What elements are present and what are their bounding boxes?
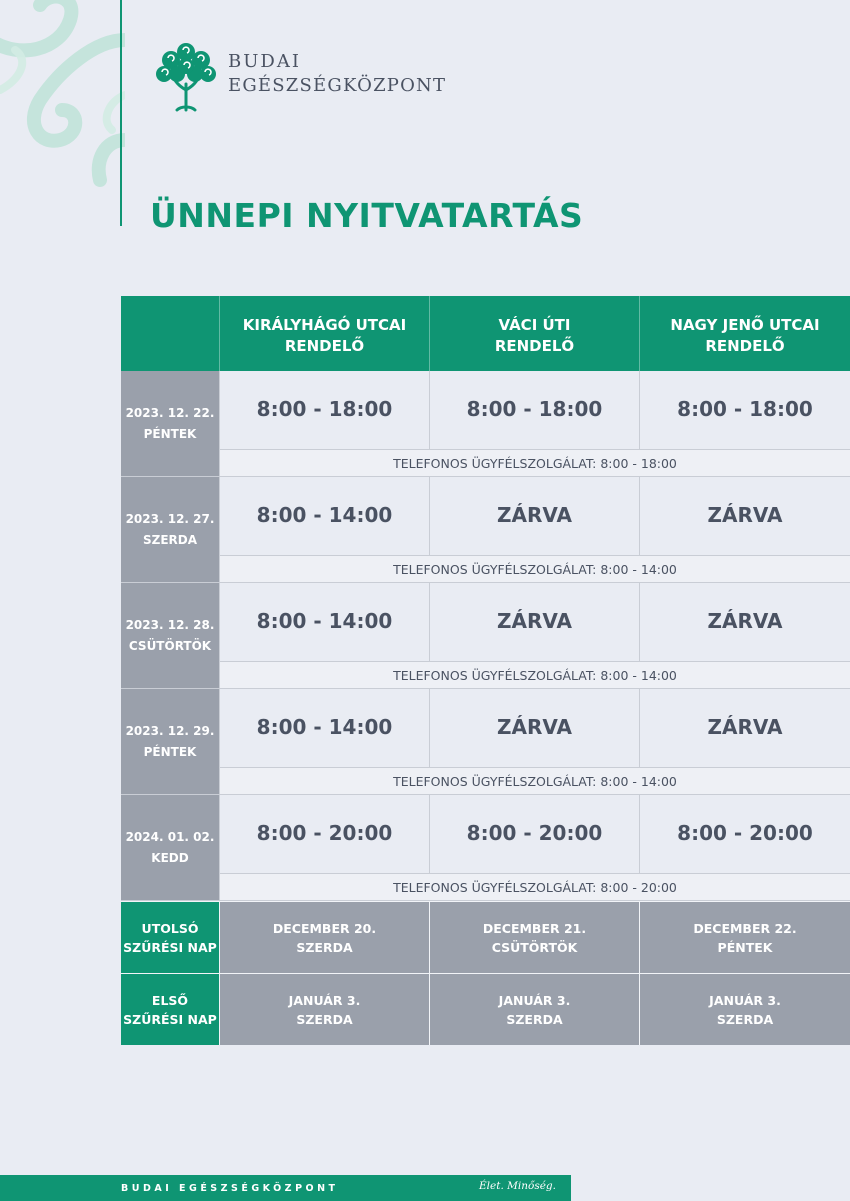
hours-cell: 8:00 - 18:00 — [429, 371, 639, 449]
screening-date-cell: DECEMBER 22. PÉNTEK — [639, 902, 850, 973]
hours-cell: 8:00 - 14:00 — [219, 689, 429, 767]
footer-brand-name: BUDAI EGÉSZSÉGKÖZPONT — [121, 1183, 339, 1194]
tree-logo-icon — [153, 38, 219, 112]
phone-service-hours: TELEFONOS ÜGYFÉLSZOLGÁLAT: 8:00 - 14:00 — [219, 767, 850, 795]
phone-service-hours: TELEFONOS ÜGYFÉLSZOLGÁLAT: 8:00 - 14:00 — [219, 661, 850, 689]
hours-cell: 8:00 - 18:00 — [219, 371, 429, 449]
hours-cell: 8:00 - 14:00 — [219, 477, 429, 555]
phone-service-hours: TELEFONOS ÜGYFÉLSZOLGÁLAT: 8:00 - 20:00 — [219, 873, 850, 901]
hours-cell: 8:00 - 18:00 — [639, 371, 850, 449]
screening-date-cell: DECEMBER 21. CSÜTÖRTÖK — [429, 902, 639, 973]
brand-line-2: EGÉSZSÉGKÖZPONT — [228, 75, 447, 96]
brand-line-1: BUDAI — [228, 51, 301, 72]
footer-slogan: Élet. Minőség. — [479, 1180, 556, 1192]
column-header-kiralyhago: KIRÁLYHÁGÓ UTCAI RENDELŐ — [219, 296, 429, 371]
hours-cell: ZÁRVA — [429, 583, 639, 661]
phone-service-hours: TELEFONOS ÜGYFÉLSZOLGÁLAT: 8:00 - 14:00 — [219, 555, 850, 583]
day-row — [121, 477, 850, 583]
column-header-vaci: VÁCI ÚTI RENDELŐ — [429, 296, 639, 371]
screening-date-cell: JANUÁR 3. SZERDA — [639, 974, 850, 1045]
hours-cell: ZÁRVA — [429, 689, 639, 767]
first-screening-row — [121, 973, 850, 1045]
day-date-cell: 2023. 12. 28. CSÜTÖRTÖK — [121, 583, 219, 689]
column-header-nagy-jeno: NAGY JENŐ UTCAI RENDELŐ — [639, 296, 850, 371]
last-screening-row — [121, 901, 850, 973]
day-date-cell: 2023. 12. 22. PÉNTEK — [121, 371, 219, 477]
decorative-swirl — [0, 0, 125, 195]
screening-date-cell: JANUÁR 3. SZERDA — [429, 974, 639, 1045]
table-header-row — [121, 296, 850, 371]
hours-cell: 8:00 - 14:00 — [219, 583, 429, 661]
day-date-cell: 2024. 01. 02. KEDD — [121, 795, 219, 901]
footer-bar — [0, 1175, 571, 1201]
screening-label: UTOLSÓ SZŰRÉSI NAP — [121, 902, 219, 973]
hours-cell: 8:00 - 20:00 — [429, 795, 639, 873]
brand-name — [228, 50, 446, 98]
screening-label: ELSŐ SZŰRÉSI NAP — [121, 974, 219, 1045]
hours-cell: ZÁRVA — [639, 689, 850, 767]
holiday-hours-table — [121, 296, 850, 1045]
header-corner — [121, 296, 219, 371]
day-row — [121, 795, 850, 901]
header-divider-line — [120, 0, 122, 226]
screening-date-cell: DECEMBER 20. SZERDA — [219, 902, 429, 973]
day-row — [121, 371, 850, 477]
phone-service-hours: TELEFONOS ÜGYFÉLSZOLGÁLAT: 8:00 - 18:00 — [219, 449, 850, 477]
hours-cell: ZÁRVA — [639, 477, 850, 555]
screening-date-cell: JANUÁR 3. SZERDA — [219, 974, 429, 1045]
hours-cell: 8:00 - 20:00 — [639, 795, 850, 873]
hours-cell: ZÁRVA — [429, 477, 639, 555]
day-date-cell: 2023. 12. 27. SZERDA — [121, 477, 219, 583]
day-date-cell: 2023. 12. 29. PÉNTEK — [121, 689, 219, 795]
day-row — [121, 689, 850, 795]
hours-cell: ZÁRVA — [639, 583, 850, 661]
page-title: ÜNNEPI NYITVATARTÁS — [150, 196, 584, 235]
day-row — [121, 583, 850, 689]
hours-cell: 8:00 - 20:00 — [219, 795, 429, 873]
